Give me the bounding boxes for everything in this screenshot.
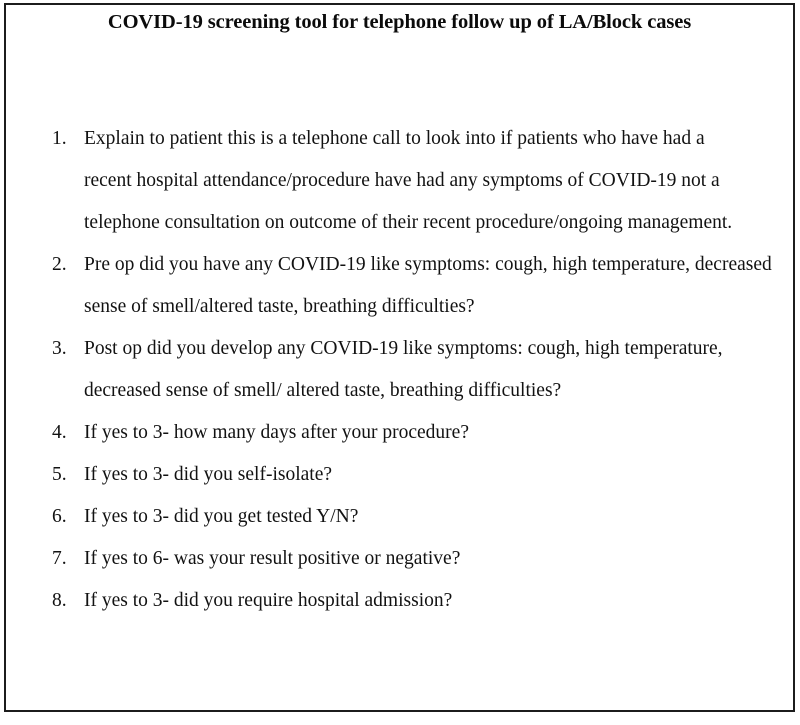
- list-item-text: Explain to patient this is a telephone call to look into if patients who have had a recent hospital attendance/procedure have had any symptoms of COVID-19 not a telephone consultation on outcome of their recent procedure/ongoing management.: [84, 128, 733, 233]
- list-item-text: Pre op did you have any COVID-19 like symptoms: cough, high temperature, decreased sense of smell/altered taste, breathing difficulties?: [84, 254, 772, 317]
- list-item-number: 7.: [52, 548, 67, 569]
- list-item-number: 6.: [52, 506, 67, 527]
- list-item-number: 5.: [52, 464, 67, 485]
- list-item-number: 3.: [52, 338, 67, 359]
- list-item-number: 4.: [52, 422, 67, 443]
- list-item-text: If yes to 6- was your result positive or negative?: [84, 548, 461, 569]
- list-item: [47, 496, 777, 538]
- list-item-text: Post op did you develop any COVID-19 like symptoms: cough, high temperature, decreased sense of smell/ altered taste, breathing difficulties?: [84, 338, 723, 401]
- list-item: [47, 538, 777, 580]
- list-item-text: If yes to 3- did you get tested Y/N?: [84, 506, 359, 527]
- list-item: [47, 454, 777, 496]
- list-item: [47, 580, 777, 622]
- list-item-text: If yes to 3- did you self-isolate?: [84, 464, 333, 485]
- document-frame: [4, 3, 795, 712]
- list-item-number: 2.: [52, 254, 67, 275]
- list-item: [47, 244, 777, 328]
- list-item: [47, 118, 777, 244]
- list-item-number: 1.: [52, 128, 67, 149]
- list-item: [47, 412, 777, 454]
- list-item-number: 8.: [52, 590, 67, 611]
- list-item-text: If yes to 3- did you require hospital admission?: [84, 590, 453, 611]
- list-item: [47, 328, 777, 412]
- list-item-text: If yes to 3- how many days after your procedure?: [84, 422, 469, 443]
- page-title: COVID-19 screening tool for telephone follow up of LA/Block cases: [107, 11, 692, 33]
- screening-question-list: [47, 118, 777, 622]
